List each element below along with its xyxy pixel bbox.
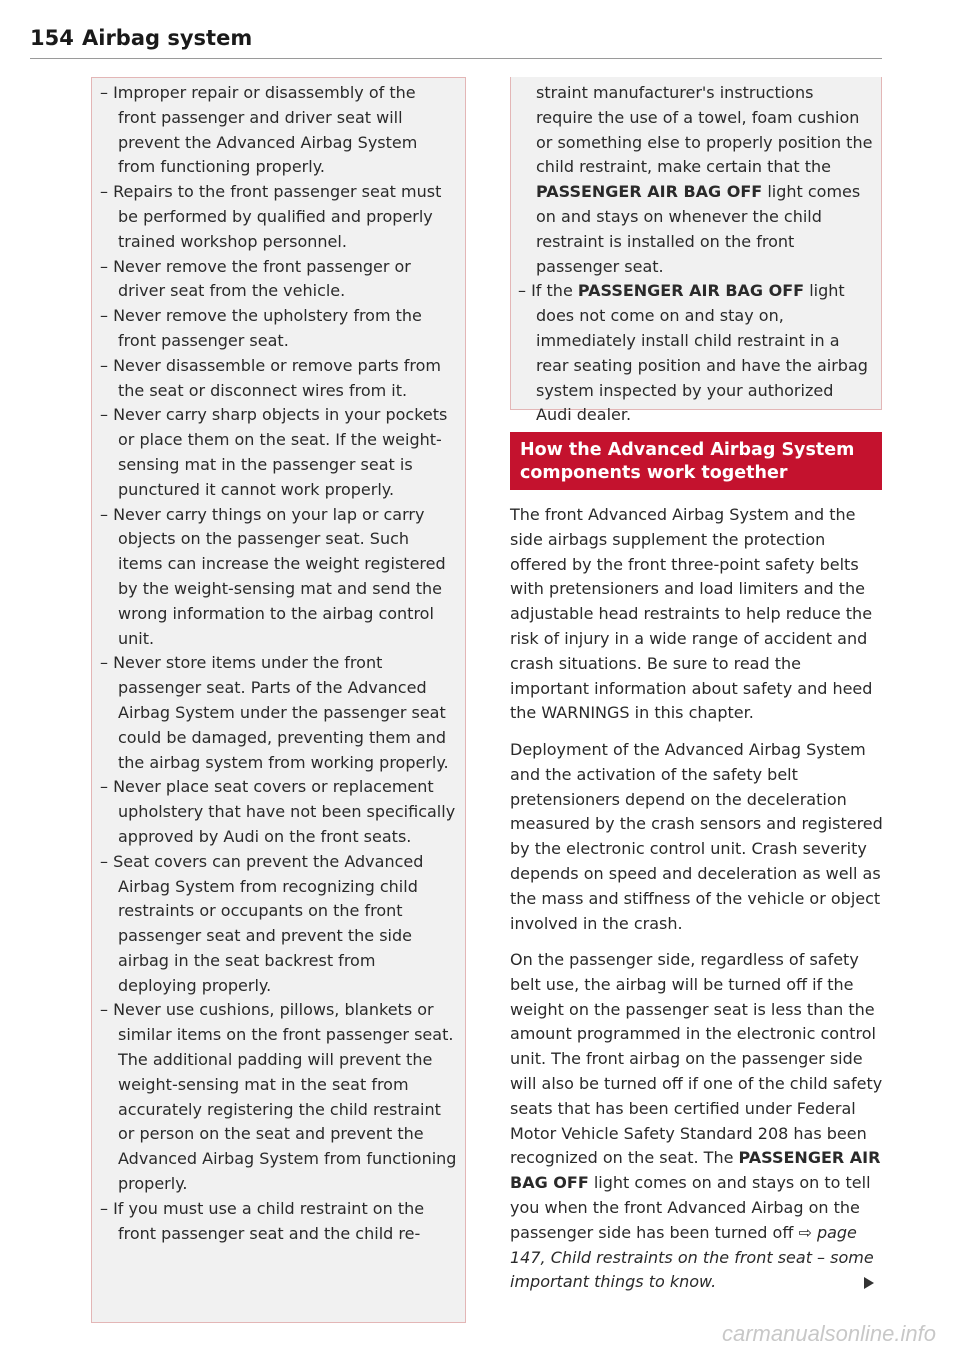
arrow-right-icon: ⇨ bbox=[798, 1222, 812, 1242]
warning-item: – If you must use a child restraint on the front passenger seat and the child re- bbox=[100, 1198, 425, 1243]
warning-item: – Never store items under the front passenger seat. Parts of the Advanced Airbag System under the passenger seat could be damaged, preventing them and the airbag system from working properly. bbox=[100, 653, 449, 772]
warning-list-right bbox=[518, 81, 874, 428]
continue-arrow-icon bbox=[864, 1277, 874, 1289]
warning-item: – Never carry things on your lap or carry objects on the passenger seat. Such items can increase the weight registered by the weight-sensing mat and send the wrong information to the airbag control unit. bbox=[100, 504, 446, 648]
warning-text: light comes on and stays on whenever the child restraint is installed on the front passenger seat. bbox=[536, 182, 861, 276]
warning-item: – Never place seat covers or replacement upholstery that have not been specifically approved by Audi on the front seats. bbox=[100, 777, 456, 846]
indicator-label: PASSENGER AIR BAG OFF bbox=[577, 281, 805, 301]
section-heading: How the Advanced Airbag System components work together bbox=[510, 432, 882, 490]
warning-item: – Repairs to the front passenger seat must be performed by qualified and properly trained workshop personnel. bbox=[100, 182, 442, 251]
warning-item: – Never use cushions, pillows, blankets or similar items on the front passenger seat. The additional padding will prevent the weight-sensing mat in the seat from accurately registering the child restraint or person on the seat and prevent the Advanced Airbag System from functioning properly. bbox=[100, 1000, 457, 1194]
warning-item: – Improper repair or disassembly of the front passenger and driver seat will prevent the Advanced Airbag System from functioning properly. bbox=[100, 83, 418, 177]
warning-text: light does not come on and stay on, immediately install child restraint in a rear seating position and have the airbag system inspected by your authorized Audi dealer. bbox=[536, 281, 868, 425]
indicator-label: PASSENGER AIR BAG OFF bbox=[510, 1148, 881, 1193]
warning-text: straint manufacturer's instructions require the use of a towel, foam cushion or something else to properly position the child restraint, make certain that the bbox=[536, 83, 873, 177]
warning-item: – Never carry sharp objects in your pockets or place them on the seat. If the weight-sensing mat in the passenger seat is punctured it cannot work properly. bbox=[100, 405, 448, 499]
warning-item: – Never disassemble or remove parts from the seat or disconnect wires from it. bbox=[100, 355, 442, 400]
warning-item: – Never remove the upholstery from the front passenger seat. bbox=[100, 306, 422, 350]
body-paragraph: The front Advanced Airbag System and the side airbags supplement the protection offered by the front three-point safety belts with pretensioners and load limiters and the adjustable head restraints to help reduce the risk of injury in a wide range of accident and crash situations. Be sure to read the important information about safety and heed the WARNINGS in this chapter. bbox=[510, 505, 873, 723]
page-header bbox=[30, 24, 882, 59]
body-text: On the passenger side, regardless of safety belt use, the airbag will be turned off if the weight on the passenger seat is less than the amount programmed in the electronic control unit. The front airbag on the passenger side will also be turned off if one of the child safety seats that has been certified under Federal Motor Vehicle Safety Standard 208 has been recognized on the seat. The bbox=[510, 950, 883, 1168]
warning-item bbox=[518, 279, 874, 428]
warning-list-right-items bbox=[518, 279, 874, 428]
body-paragraph bbox=[510, 948, 884, 1295]
body-paragraph: Deployment of the Advanced Airbag System and the activation of the safety belt pretensioners depend on the deceleration measured by the crash sensors and registered by the electronic control unit. Crash severity depends on speed and deceleration as well as the mass and stiffness of the vehicle or object involved in the crash. bbox=[510, 740, 883, 933]
section-title: Airbag system bbox=[82, 26, 253, 50]
warning-list-left bbox=[100, 81, 458, 1246]
warning-item: – Never remove the front passenger or driver seat from the vehicle. bbox=[100, 256, 411, 301]
page-reference-link[interactable]: page 147, Child restraints on the front seat – some important things to know. bbox=[510, 1222, 874, 1292]
watermark: carmanualsonline.info bbox=[721, 1321, 936, 1346]
page-number: 154 bbox=[30, 26, 74, 50]
indicator-label: PASSENGER AIR BAG OFF bbox=[536, 182, 763, 202]
warning-item: – Seat covers can prevent the Advanced Airbag System from recognizing child restraints or occupants on the front passenger seat and prevent the side airbag in the seat backrest from deploying properly. bbox=[100, 851, 424, 995]
warning-continuation bbox=[518, 81, 874, 279]
body-text: light comes on and stays on to tell you when the front Advanced Airbag on the passenger side has been turned off bbox=[510, 1173, 871, 1242]
warning-text: – If the bbox=[518, 281, 573, 301]
